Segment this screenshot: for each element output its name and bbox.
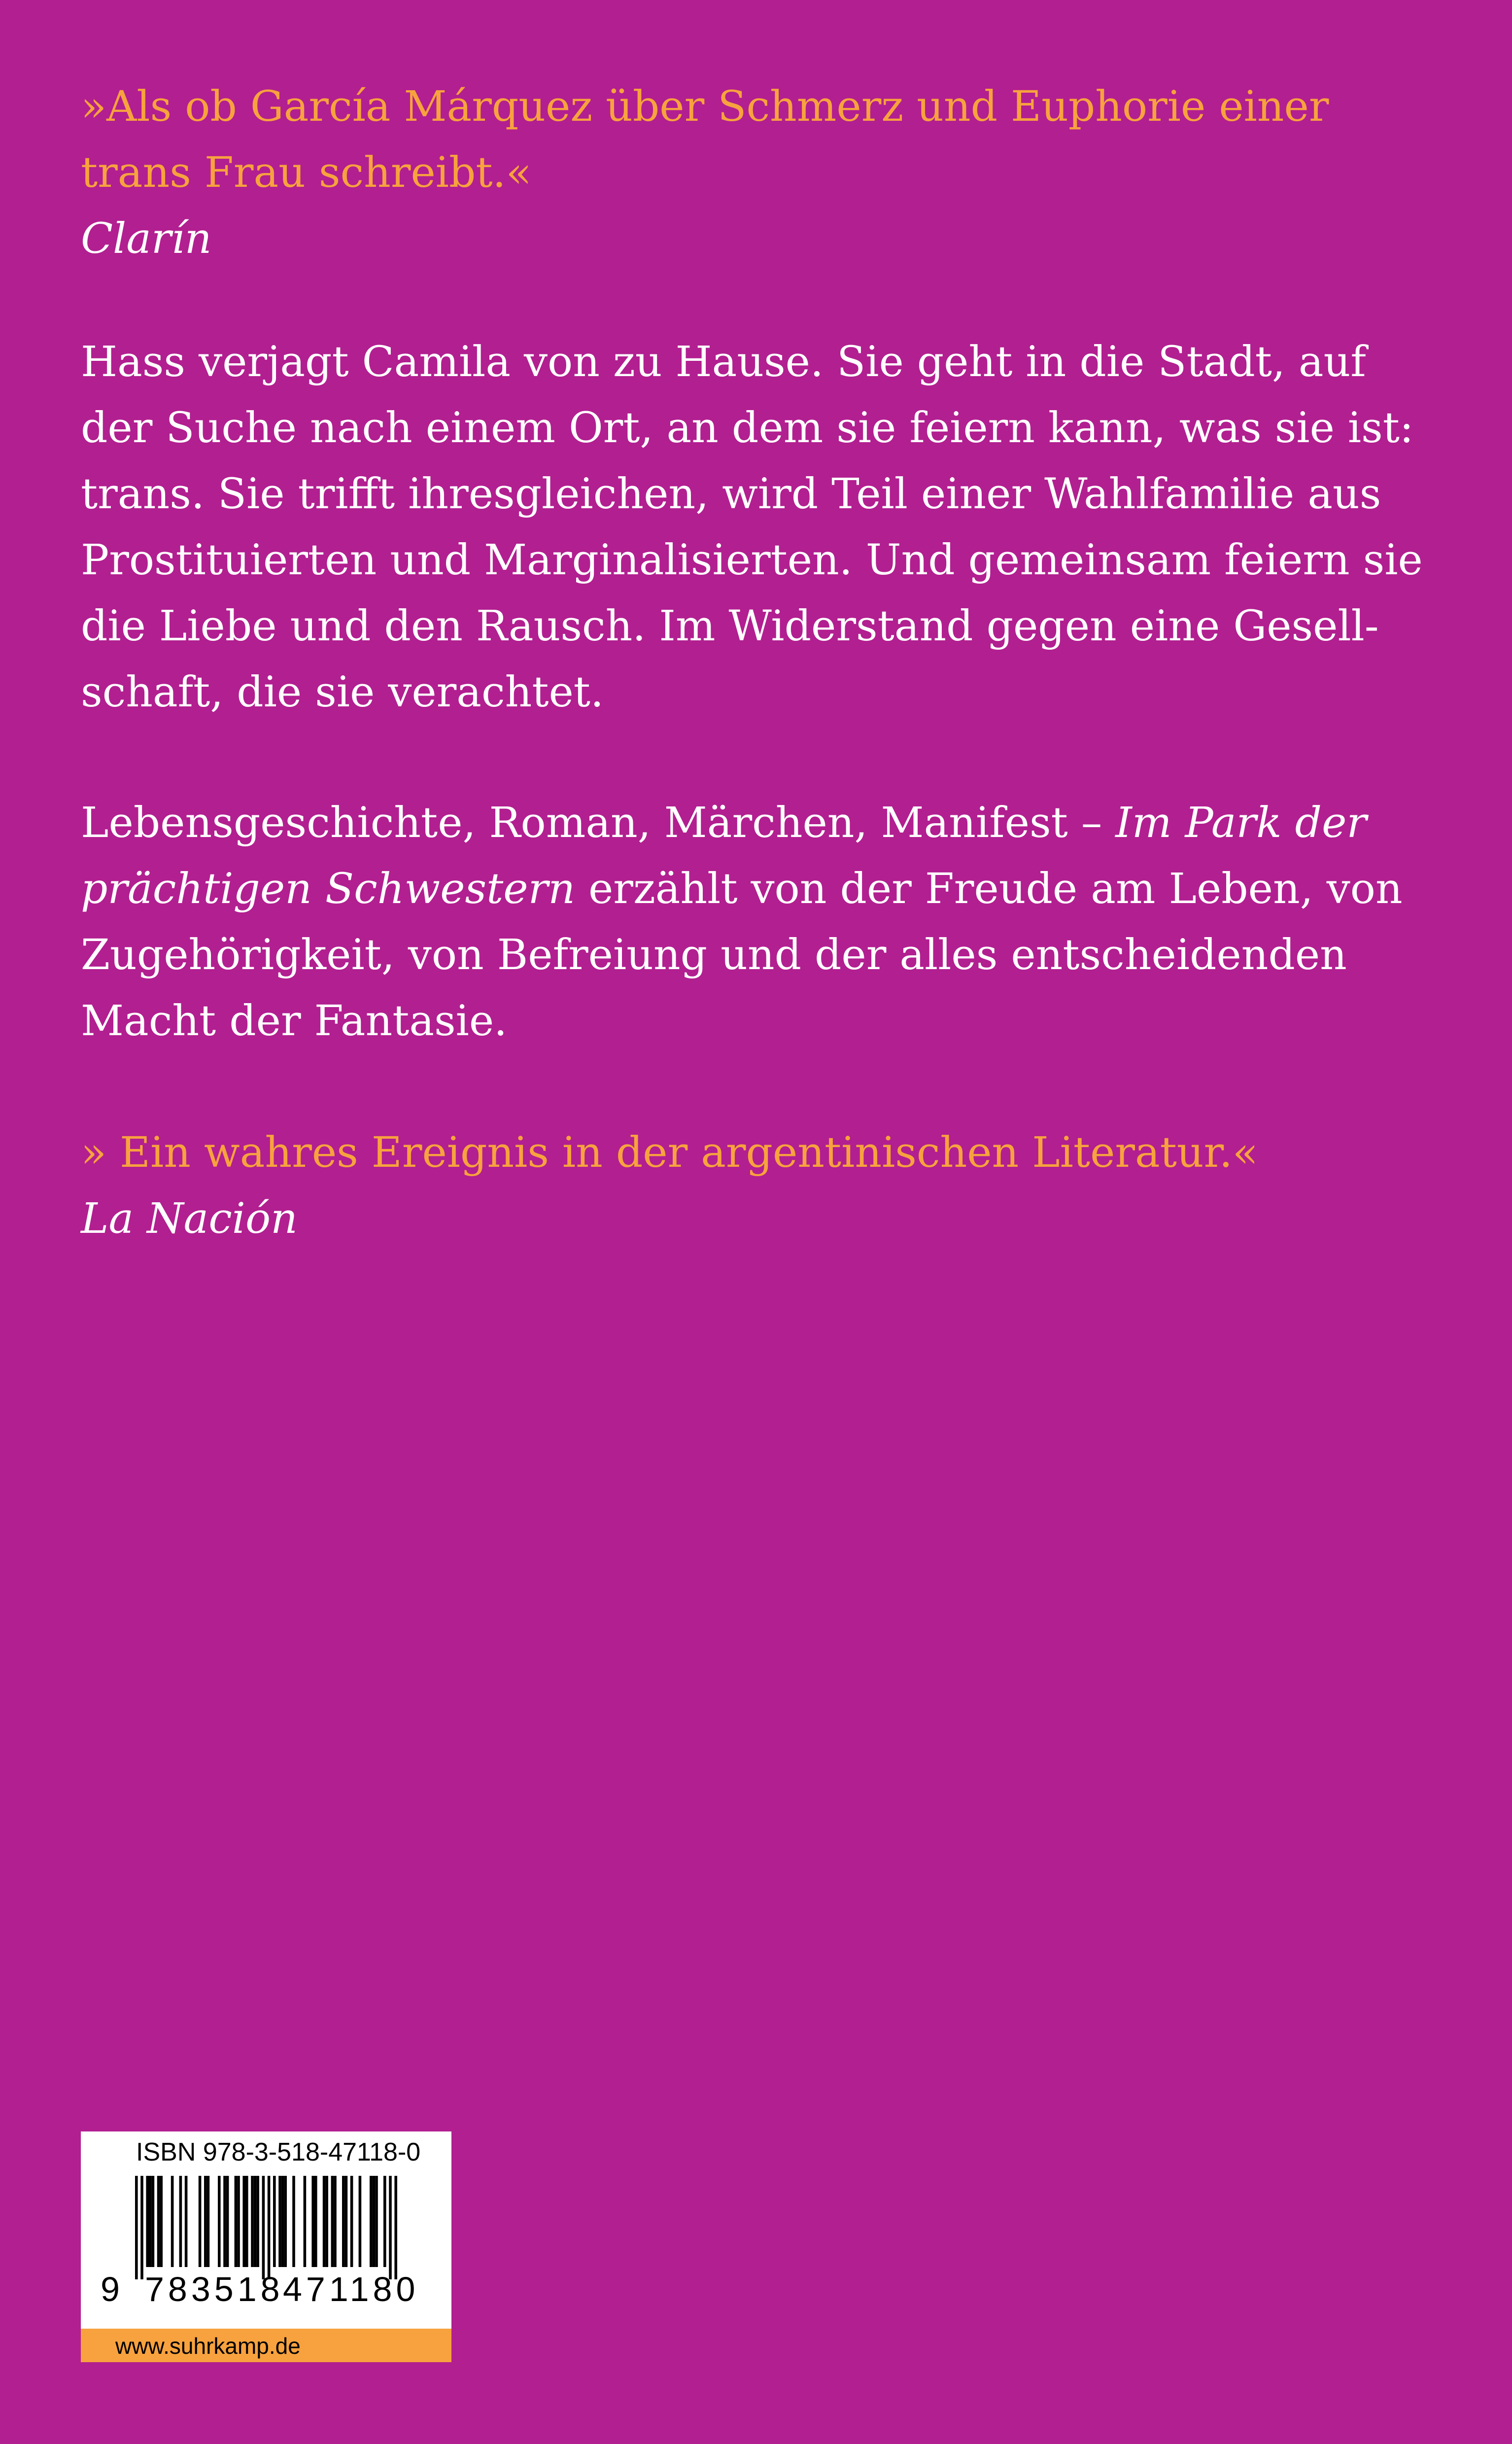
barcode-bar — [160, 2176, 163, 2267]
barcode-bar — [135, 2176, 138, 2279]
publisher-url-strip — [81, 2329, 451, 2362]
quote-clarin — [81, 74, 1441, 272]
barcode-bar — [304, 2176, 307, 2267]
blurb-paragraph — [81, 329, 1441, 726]
barcode-bar — [323, 2176, 326, 2267]
quote-la-nacion-source: La Nación — [81, 1194, 298, 1243]
barcode-bar — [281, 2176, 284, 2267]
barcode-bar — [314, 2176, 317, 2267]
blurb-line-2: der Suche nach einem Ort, an dem sie feiern kann, was sie ist: — [81, 404, 1414, 453]
quote-clarin-source: Clarín — [81, 214, 212, 263]
blurb-line-6: schaft, die sie verachtet. — [81, 668, 604, 717]
barcode-bar — [268, 2176, 271, 2279]
isbn-barcode — [81, 2131, 451, 2362]
barcode-bar — [152, 2176, 155, 2267]
barcode-bar — [254, 2176, 257, 2267]
barcode-bar — [207, 2176, 210, 2267]
barcode-bar — [389, 2176, 392, 2279]
barcode-bar — [199, 2176, 202, 2267]
barcode-bar — [383, 2176, 386, 2267]
barcode-bar — [179, 2176, 182, 2267]
blurb-line-1: Hass verjagt Camila von zu Hause. Sie geht in die Stadt, auf — [81, 338, 1366, 386]
barcode-bar — [284, 2176, 287, 2267]
barcode-bar — [278, 2176, 281, 2267]
quote-la-nacion-text: » Ein wahres Ereignis in der argentinischen Literatur.« — [81, 1128, 1258, 1177]
barcode-bar — [256, 2176, 259, 2267]
summary-line-4: Macht der Fantasie. — [81, 997, 508, 1046]
barcode-bar — [171, 2176, 174, 2267]
barcode-left-digits: 783518 — [145, 2270, 284, 2308]
barcode-bar — [237, 2176, 240, 2267]
barcode-bar — [251, 2176, 254, 2267]
book-title-part-1: Im Park der — [1115, 799, 1367, 847]
barcode-bar — [394, 2176, 397, 2279]
barcode-bar — [185, 2176, 188, 2267]
barcode-bar — [325, 2176, 328, 2267]
barcode-bar — [375, 2176, 378, 2267]
publisher-url: www.suhrkamp.de — [115, 2333, 301, 2359]
summary-line-3: Zugehörigkeit, von Befreiung und der alles entscheidenden — [81, 931, 1347, 979]
barcode-bar — [311, 2176, 314, 2267]
blurb-line-3: trans. Sie trifft ihresgleichen, wird Teil einer Wahlfamilie aus — [81, 470, 1381, 519]
barcode-bar — [342, 2176, 345, 2267]
barcode-bar — [345, 2176, 348, 2267]
barcode-bar — [273, 2176, 276, 2267]
book-title-part-2: prächtigen Schwestern — [81, 865, 575, 913]
barcode-bar — [292, 2176, 295, 2267]
barcode-bar — [373, 2176, 376, 2267]
barcode-bar — [140, 2176, 143, 2279]
barcode-bars — [135, 2176, 411, 2279]
barcode-bar — [157, 2176, 160, 2267]
barcode-bar — [359, 2176, 362, 2267]
barcode-bar — [204, 2176, 207, 2267]
blurb-line-4: Prostituierten und Marginalisierten. Und gemeinsam feiern sie — [81, 536, 1423, 585]
quote-la-nacion — [81, 1120, 1441, 1252]
blurb-line-5: die Liebe und den Rausch. Im Widerstand gegen eine Gesell- — [81, 602, 1379, 651]
barcode-bar — [218, 2176, 221, 2267]
quote-clarin-line-2: trans Frau schreibt.« — [81, 148, 532, 197]
barcode-bar — [350, 2176, 353, 2267]
barcode-bar — [149, 2176, 152, 2267]
barcode-bar — [235, 2176, 238, 2267]
barcode-bar — [146, 2176, 149, 2267]
barcode-right-digits: 471180 — [283, 2270, 419, 2308]
summary-line-1-plain: Lebensgeschichte, Roman, Märchen, Manifest – — [81, 799, 1116, 847]
summary-paragraph — [81, 790, 1441, 1054]
quote-clarin-line-1: »Als ob García Márquez über Schmerz und Euphorie einer — [81, 82, 1329, 131]
barcode-bar — [370, 2176, 373, 2267]
barcode-bar — [223, 2176, 226, 2267]
summary-line-2-plain: erzählt von der Freude am Leben, von — [575, 865, 1403, 913]
barcode-bar — [242, 2176, 245, 2267]
barcode-bar — [262, 2176, 265, 2279]
barcode-first-digit: 9 — [101, 2270, 120, 2308]
barcode-bar — [331, 2176, 334, 2267]
summary-line-1 — [81, 790, 1441, 856]
barcode-bar — [226, 2176, 229, 2267]
barcode-bar — [334, 2176, 337, 2267]
summary-line-2 — [81, 856, 1441, 922]
barcode-bar — [245, 2176, 248, 2267]
isbn-label: ISBN 978-3-518-47118-0 — [136, 2138, 421, 2166]
